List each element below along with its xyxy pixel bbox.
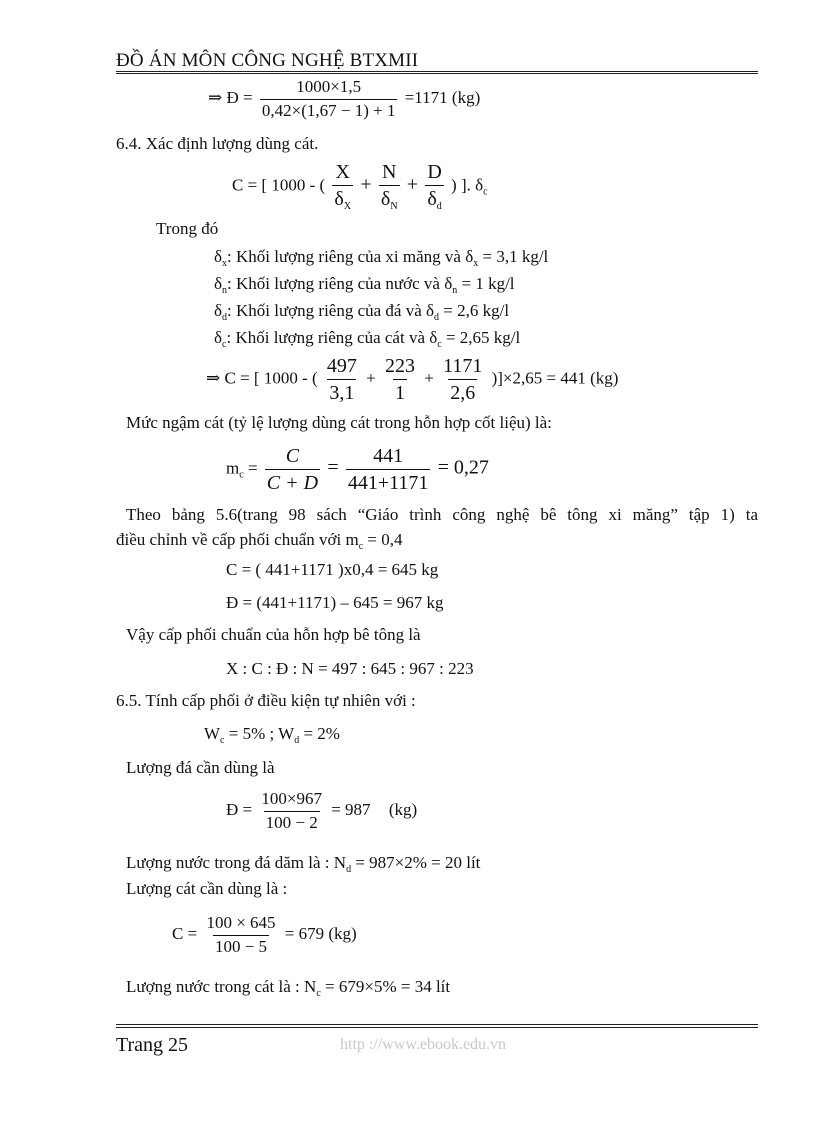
adjusted-d: Đ = (441+1171) – 645 = 967 kg bbox=[226, 593, 444, 612]
theo-bang-paragraph: Theo bảng 5.6(trang 98 sách “Giáo trình công nghệ bê tông xi măng” tập 1) ta điều chỉnh về cấp phối chuẩn với $m_c = 0,4$ bbox=[116, 505, 758, 552]
equation-mc: $m_c$ = $\frac{C}{C + D}$ = $\frac{441}{441+1171}$ = 0,27 bbox=[226, 445, 489, 494]
definition-delta-d: $\delta_d$: Khối lượng riêng của đá và $\delta_d = 2,6$ kg/l bbox=[214, 301, 510, 323]
adjusted-c: C = ( 441+1171 )x0,4 = 645 kg bbox=[226, 560, 439, 579]
luong-cat-text: Lượng cát cần dùng là : bbox=[126, 879, 288, 898]
equation-cat: C = $\frac{100 \times 645}{100 - 5}$ = 679 (kg) bbox=[172, 913, 357, 956]
muc-ngam-text: Mức ngậm cát (tỷ lệ lượng dùng cát trong hỗn hợp cốt liệu) là: bbox=[126, 413, 552, 432]
header-rule bbox=[116, 71, 758, 74]
definition-delta-n: $\delta_n$: Khối lượng riêng của nước và $\delta_n = 1$ kg/l bbox=[214, 274, 515, 296]
footer-rule bbox=[116, 1024, 758, 1028]
equation-c-formula: C = [ 1000 - ( $\frac{X}{\delta_X}$ + $\frac{N}{\delta_N}$ + $\frac{D}{\delta_d}$ ) ]. $\delta_c$ bbox=[232, 161, 488, 212]
luong-da-text: Lượng đá cần dùng là bbox=[126, 758, 275, 777]
page-header-title: ĐỒ ÁN MÔN CÔNG NGHỆ BTXMII bbox=[116, 50, 419, 71]
equation-c-calc: ⇒ C = [ 1000 - ( $\frac{497}{3,1}$ + $\frac{223}{1}$ + $\frac{1171}{2,6}$ )]×2,65 = 441 (kg) bbox=[206, 355, 619, 404]
trong-do-label: Trong đó bbox=[156, 219, 219, 238]
equation-da: Đ = $\frac{100\times 967}{100 - 2}$ = 987 (kg) bbox=[226, 789, 418, 832]
section-6-5-title: 6.5. Tính cấp phối ở điều kiện tự nhiên với : bbox=[116, 691, 416, 710]
definition-delta-c: $\delta_c$: Khối lượng riêng của cát và $\delta_c = 2,65$ kg/l bbox=[214, 328, 521, 350]
equation-d-calc: ⇒ Đ = $\frac{1000\times 1,5}{0,42\times(1,67 - 1) + 1}$ =1171 (kg) bbox=[208, 77, 481, 120]
watermark-url: http ://www.ebook.edu.vn bbox=[340, 1036, 507, 1053]
page-number: Trang 25 bbox=[116, 1034, 189, 1056]
nuoc-trong-cat: Lượng nước trong cát là : $N_c = 679\times 5\% = 34$ lít bbox=[126, 977, 451, 999]
moisture-values: $W_c = 5\%$ ; $W_d = 2\%$ bbox=[204, 724, 340, 746]
definition-delta-x: $\delta_x$: Khối lượng riêng của xi măng và $\delta_x = 3,1$ kg/l bbox=[214, 247, 549, 269]
mix-ratio: X : C : Đ : N = 497 : 645 : 967 : 223 bbox=[226, 659, 474, 678]
nuoc-trong-da: Lượng nước trong đá dăm là : $N_d = 987\times 2\% = 20$ lít bbox=[126, 853, 481, 875]
section-6-4-title: 6.4. Xác định lượng dùng cát. bbox=[116, 134, 319, 153]
vay-text: Vậy cấp phối chuẩn của hỗn hợp bê tông là bbox=[126, 625, 421, 644]
